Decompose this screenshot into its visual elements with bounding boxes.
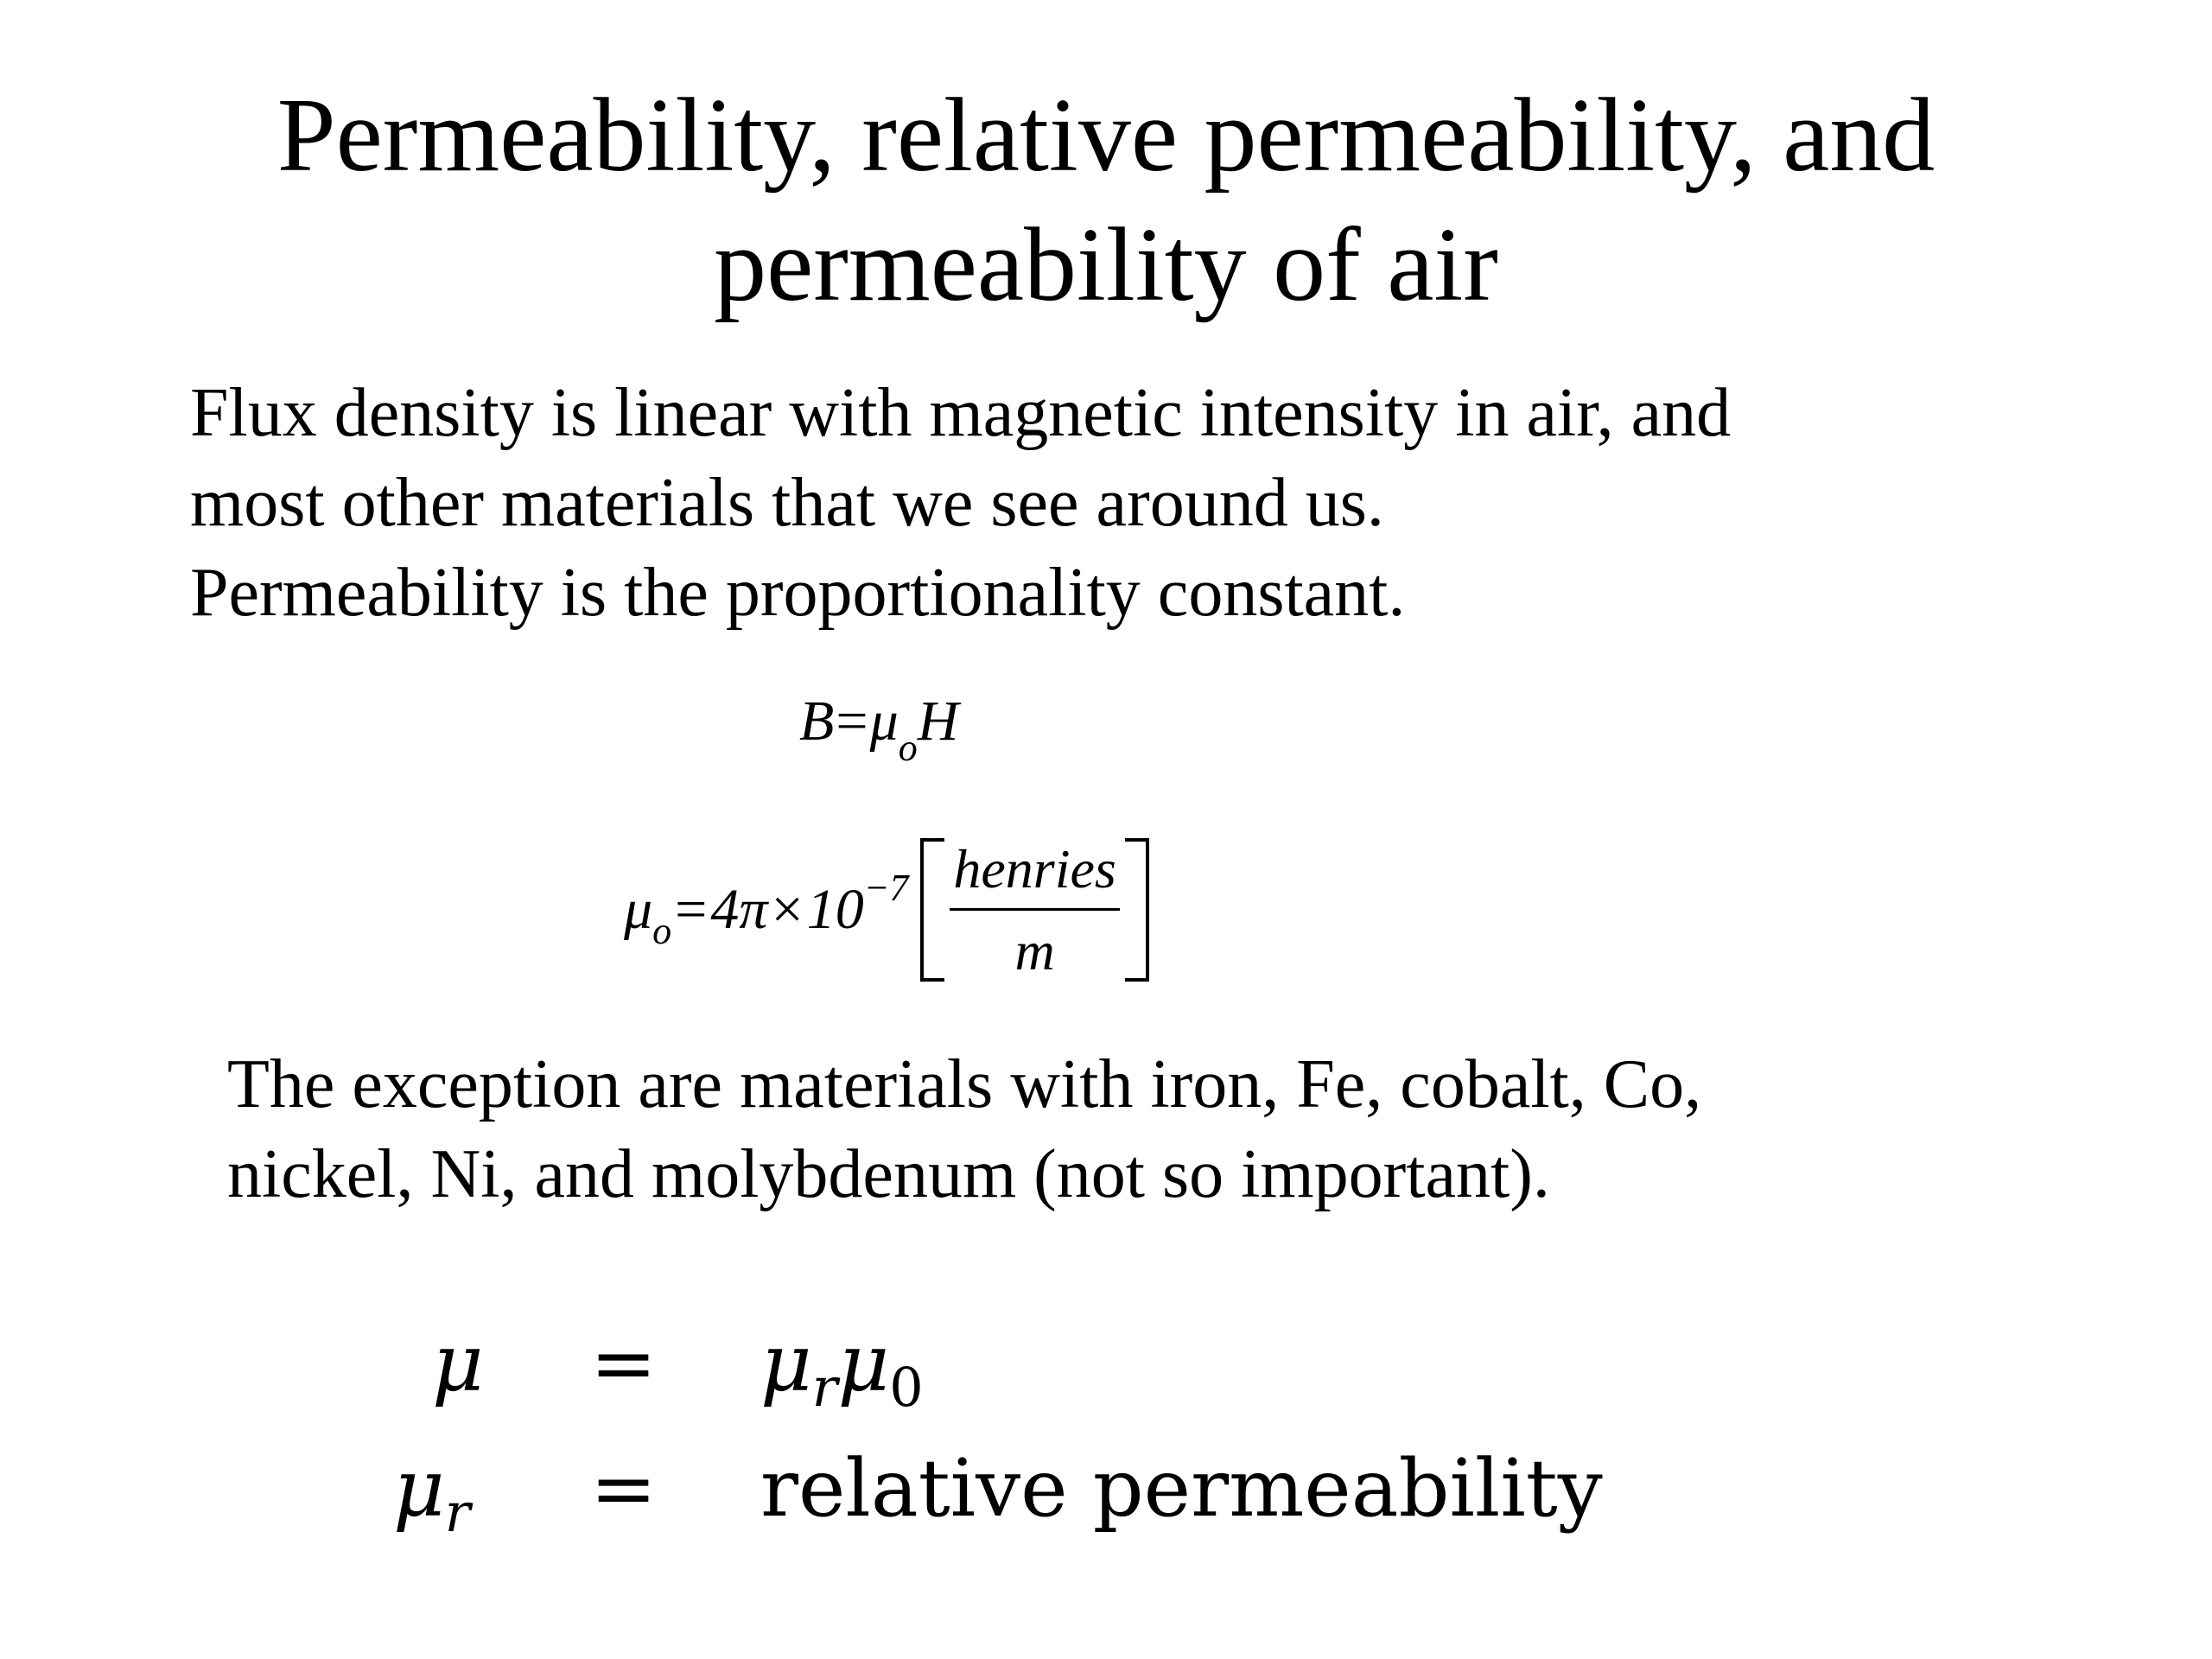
units-denominator: m (1014, 919, 1055, 982)
units-fraction (950, 836, 1119, 985)
intro-paragraph (190, 368, 1731, 638)
eq2-mu: μ (624, 878, 653, 941)
flux-density-equation (799, 687, 959, 769)
def2-lhs-mu: μ (393, 1442, 445, 1535)
def1-lhs (432, 1316, 484, 1411)
eq2-exponent: −7 (863, 866, 909, 909)
eq1-rhs: H (917, 690, 959, 753)
def1-rhs-mu1: μ (760, 1317, 812, 1409)
def1-rhs-sub1: r (811, 1356, 838, 1419)
units-numerator: henries (950, 836, 1119, 911)
eq2-times: × (771, 878, 804, 941)
def2-lhs-sub: r (444, 1481, 471, 1544)
exception-paragraph (227, 1039, 1701, 1219)
slide-title-line-2: permeability of air (714, 207, 1498, 323)
eq2-base: 10 (806, 878, 864, 941)
exception-line-1: The exception are materials with iron, Fe, cobalt, Co, (227, 1046, 1702, 1122)
eq1-mu: μ (869, 690, 899, 753)
permeability-of-air-equation (624, 836, 1149, 983)
def2-equals: = (590, 1442, 658, 1535)
slide-title-line-1: Permeability, relative permeability, and (276, 77, 1936, 194)
units-bracket (920, 838, 1148, 982)
def1-rhs (760, 1316, 924, 1420)
def2-rhs-text: relative permeability (760, 1442, 1603, 1535)
eq2-equals: = (675, 878, 708, 941)
intro-line-1: Flux density is linear with magnetic intensity in air, and (190, 375, 1732, 451)
def1-rhs-mu2: μ (837, 1317, 890, 1409)
intro-line-3: Permeability is the proportionality constant. (190, 555, 1406, 631)
eq1-mu-sub: o (898, 727, 918, 769)
exception-line-2: nickel, Ni, and molybdenum (not so important). (227, 1136, 1550, 1212)
intro-line-2: most other materials that we see around us. (190, 465, 1384, 541)
def1-rhs-sub2: 0 (889, 1356, 924, 1419)
eq2-coef: 4π (710, 878, 768, 941)
eq1-lhs: B (799, 690, 835, 753)
def1-lhs-mu: μ (432, 1317, 484, 1409)
eq2-mu-sub: o (652, 909, 672, 952)
def2-lhs (393, 1441, 470, 1545)
eq1-equals: = (836, 690, 868, 753)
def1-equals: = (590, 1317, 658, 1409)
